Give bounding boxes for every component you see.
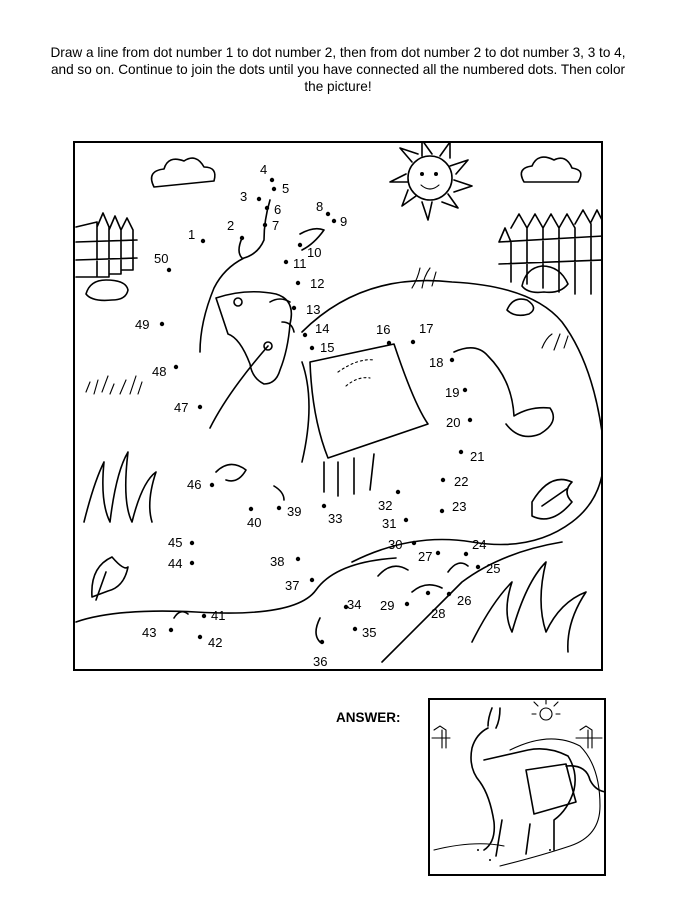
dot-28[interactable] — [426, 591, 430, 595]
puzzle-frame[interactable] — [73, 141, 603, 671]
dot-18[interactable] — [450, 358, 454, 362]
dot-1[interactable] — [201, 239, 205, 243]
dot-label: 48 — [152, 364, 167, 379]
dot-48[interactable] — [174, 365, 178, 369]
sun-icon — [390, 143, 472, 220]
dot-2[interactable] — [240, 236, 244, 240]
dot-label: 9 — [340, 214, 348, 229]
puzzle-canvas[interactable] — [75, 143, 601, 669]
dot-22[interactable] — [441, 478, 445, 482]
dot-label: 26 — [457, 593, 472, 608]
dot-5[interactable] — [272, 187, 276, 191]
dot-21[interactable] — [459, 450, 463, 454]
dot-label: 17 — [419, 321, 434, 336]
dot-label: 33 — [328, 511, 343, 526]
dot-label: 50 — [154, 251, 169, 266]
instructions-text: Draw a line from dot number 1 to dot number 2, then from dot number 2 to dot number 3, 3 to 4, and so on. Continue to join the dots until you have connected all the numbered dots. Then color the picture! — [50, 45, 626, 94]
dot-13[interactable] — [292, 306, 296, 310]
dot-3[interactable] — [257, 197, 261, 201]
dot-label: 22 — [454, 474, 469, 489]
dot-25[interactable] — [476, 565, 480, 569]
dot-label: 16 — [376, 322, 391, 337]
dot-label: 28 — [431, 606, 446, 621]
dot-label: 15 — [320, 340, 335, 355]
answer-image — [430, 700, 604, 874]
fence-left-icon — [76, 213, 137, 277]
dot-label: 11 — [293, 256, 307, 271]
dot-20[interactable] — [468, 418, 472, 422]
rock-right-icon — [522, 266, 568, 292]
dot-label: 25 — [486, 561, 501, 576]
dot-15[interactable] — [310, 346, 314, 350]
answer-label: ANSWER: — [336, 710, 401, 725]
dot-8[interactable] — [326, 212, 330, 216]
dot-label: 1 — [188, 227, 196, 242]
dot-label: 4 — [260, 162, 268, 177]
leaf-left-icon — [92, 557, 128, 600]
dot-17[interactable] — [411, 340, 415, 344]
dot-label: 8 — [316, 199, 324, 214]
dot-label: 18 — [429, 355, 444, 370]
dot-30[interactable] — [412, 541, 416, 545]
dot-label: 23 — [452, 499, 467, 514]
dot-26[interactable] — [447, 592, 451, 596]
dot-43[interactable] — [169, 628, 173, 632]
dot-38[interactable] — [296, 557, 300, 561]
dot-31[interactable] — [404, 518, 408, 522]
dot-label: 19 — [445, 385, 460, 400]
dot-24[interactable] — [464, 552, 468, 556]
answer-thumbnail — [428, 698, 606, 876]
dot-label: 21 — [470, 449, 485, 464]
dot-49[interactable] — [160, 322, 164, 326]
dot-label: 12 — [310, 276, 325, 291]
dot-39[interactable] — [277, 506, 281, 510]
dot-label: 46 — [187, 477, 202, 492]
dot-7[interactable] — [263, 223, 267, 227]
dot-42[interactable] — [198, 635, 202, 639]
dot-label: 6 — [274, 202, 282, 217]
dot-23[interactable] — [440, 509, 444, 513]
dot-45[interactable] — [190, 541, 194, 545]
dot-label: 36 — [313, 654, 328, 669]
rock-left-icon — [86, 280, 128, 300]
dot-36[interactable] — [320, 640, 324, 644]
dot-9[interactable] — [332, 219, 336, 223]
dot-11[interactable] — [284, 260, 288, 264]
dot-37[interactable] — [310, 578, 314, 582]
dot-35[interactable] — [353, 627, 357, 631]
dot-label: 13 — [306, 302, 321, 317]
dot-label: 5 — [282, 181, 290, 196]
dot-50[interactable] — [167, 268, 171, 272]
dot-label: 24 — [472, 537, 487, 552]
dot-19[interactable] — [463, 388, 467, 392]
dot-label: 32 — [378, 498, 393, 513]
dot-label: 34 — [347, 597, 362, 612]
dot-label: 20 — [446, 415, 461, 430]
fence-right-icon — [499, 210, 601, 294]
dot-label: 29 — [380, 598, 395, 613]
dot-12[interactable] — [296, 281, 300, 285]
dot-47[interactable] — [198, 405, 202, 409]
dot-label: 14 — [315, 321, 330, 336]
dot-label: 39 — [287, 504, 302, 519]
dot-16[interactable] — [387, 341, 391, 345]
cloud-right-icon — [521, 157, 581, 182]
dot-14[interactable] — [303, 333, 307, 337]
dot-41[interactable] — [202, 614, 206, 618]
dot-label: 44 — [168, 556, 183, 571]
dot-label: 49 — [135, 317, 150, 332]
dot-label: 7 — [272, 218, 280, 233]
grass-tuft-icon — [84, 452, 156, 522]
dot-label: 43 — [142, 625, 157, 640]
dot-label: 42 — [208, 635, 223, 650]
dot-label: 35 — [362, 625, 377, 640]
rock-small-icon — [507, 299, 534, 315]
dot-label: 3 — [240, 189, 248, 204]
dot-29[interactable] — [405, 602, 409, 606]
dot-44[interactable] — [190, 561, 194, 565]
dot-46[interactable] — [210, 483, 214, 487]
dot-32[interactable] — [396, 490, 400, 494]
dot-33[interactable] — [322, 504, 326, 508]
dot-label: 45 — [168, 535, 183, 550]
cloud-left-icon — [152, 158, 215, 187]
dot-6[interactable] — [265, 206, 269, 210]
dot-label: 10 — [307, 245, 322, 260]
dot-label: 47 — [174, 400, 189, 415]
dot-27[interactable] — [436, 551, 440, 555]
dot-40[interactable] — [249, 507, 253, 511]
dot-label: 37 — [285, 578, 300, 593]
dot-label: 41 — [211, 608, 226, 623]
dot-4[interactable] — [270, 178, 274, 182]
dot-label: 2 — [227, 218, 235, 233]
dot-label: 27 — [418, 549, 433, 564]
dot-10[interactable] — [298, 243, 302, 247]
dot-label: 38 — [270, 554, 285, 569]
dot-label: 31 — [382, 516, 397, 531]
leaf-right-icon — [532, 480, 572, 519]
dot-label: 40 — [247, 515, 262, 530]
dot-label: 30 — [388, 537, 403, 552]
